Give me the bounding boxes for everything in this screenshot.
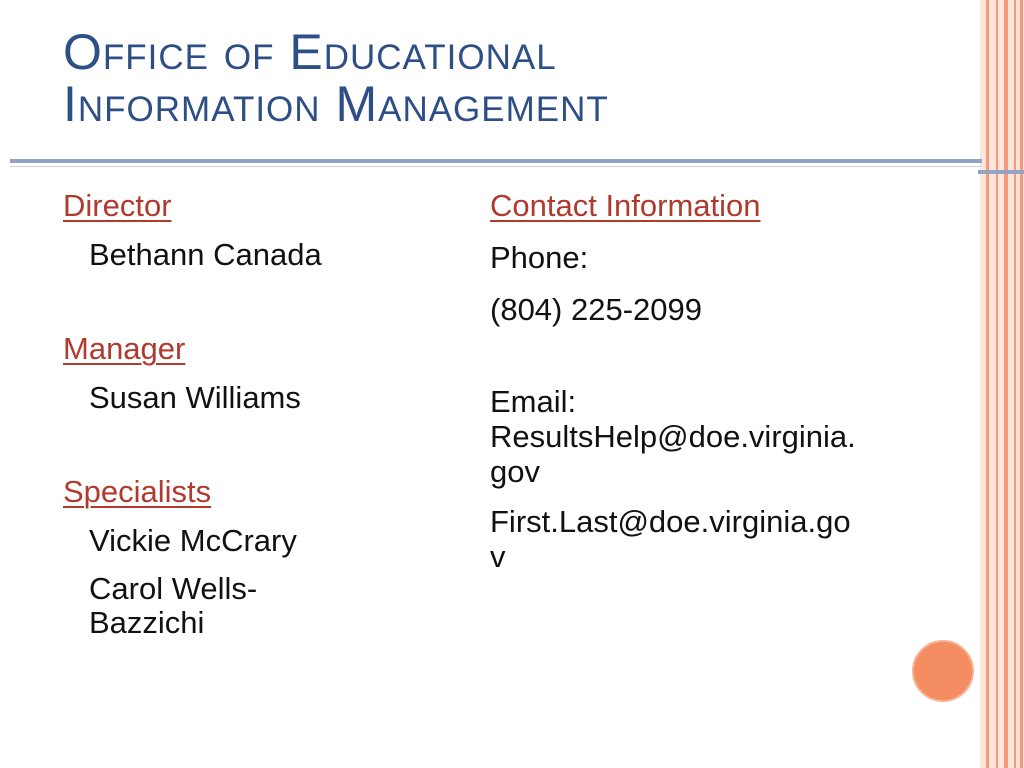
manager-name: Susan Williams <box>89 380 301 415</box>
title-divider-extension <box>978 170 1024 174</box>
email-staff-pattern-line-1[interactable]: First.Last@doe.virginia.go <box>490 504 851 539</box>
title-divider-thin <box>10 166 982 167</box>
manager-heading: Manager <box>63 331 186 366</box>
stripe <box>1020 0 1023 768</box>
spacer <box>63 415 463 472</box>
title-line-2: Information Management <box>63 76 609 132</box>
staff-column <box>63 186 463 640</box>
specialist-name-line-2: Bazzichi <box>89 605 205 640</box>
contact-column <box>490 186 970 574</box>
specialist-name-line-1: Carol Wells- <box>89 571 258 606</box>
decorative-stripes <box>980 0 1024 768</box>
email-results-help-line-1[interactable]: ResultsHelp@doe.virginia. <box>490 419 856 454</box>
phone-label: Phone: <box>490 240 589 275</box>
title-line-1: Office of Educational <box>63 24 557 80</box>
specialist-name: Vickie McCrary <box>89 523 297 558</box>
stripe <box>1014 0 1016 768</box>
stripe <box>996 0 998 768</box>
director-name: Bethann Canada <box>89 237 322 272</box>
page-title <box>63 26 963 130</box>
title-divider <box>10 159 982 163</box>
contact-heading: Contact Information <box>490 188 761 223</box>
director-heading: Director <box>63 188 172 223</box>
decorative-circle <box>912 640 974 702</box>
email-results-help-line-2[interactable]: gov <box>490 454 540 489</box>
stripe <box>986 0 989 768</box>
email-staff-pattern-line-2[interactable]: v <box>490 539 506 574</box>
specialists-heading: Specialists <box>63 474 212 509</box>
phone-number: (804) 225-2099 <box>490 292 702 327</box>
spacer <box>63 272 463 329</box>
email-label: Email: <box>490 384 577 419</box>
stripe <box>1004 0 1008 768</box>
